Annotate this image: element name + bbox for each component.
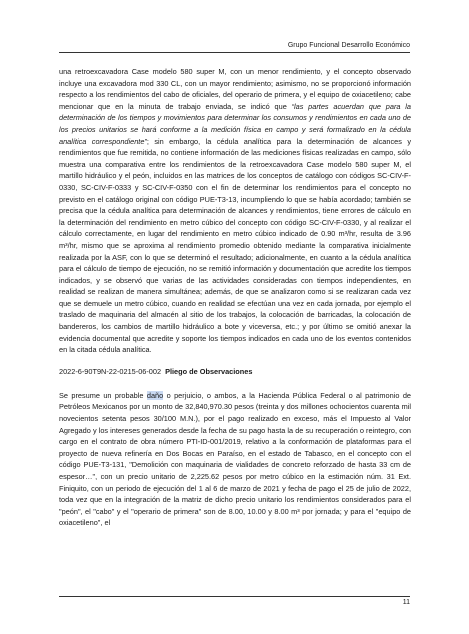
header-title: Grupo Funcional Desarrollo Económico (287, 42, 410, 49)
body-paragraph (59, 66, 411, 356)
page-header (59, 41, 410, 53)
document-body (59, 66, 411, 529)
observation-code: 2022-6-90T9N-22-0215-06-002 (59, 366, 162, 376)
observation-heading (59, 366, 411, 377)
paragraph-text: una retroexcavadora Case modelo 580 super M, con un menor rendimiento, y el concepto observado incluye una excavadora mod 330 CL, con un mayor rendimiento; asimismo, no se proporcionó información respecto a los rendimientos del cabo de oficiales, del operario de primera, y el equipo de oxiacetileno; cabe mencionar que en la minuta de trabajo enviada, se indicó que (59, 67, 411, 111)
observation-paragraph (59, 390, 411, 529)
paragraph-text: Se presume un probable (59, 390, 147, 400)
highlighted-word: daño (146, 390, 164, 400)
page-footer (59, 596, 410, 606)
paragraph-text: ; sin embargo, la cédula analítica para la determinación de alcances y rendimientos que fue remitida, no contiene información de las mediciones físicas realizadas en campo, sólo muestra una comparativa entre los rendimientos de la retroexcavadora Case modelo 580 super M, el martillo hidráulico y el peón, incluidos en las matrices de los conceptos de catálogo con códigos SC-CIV-F-0330, SC-CIV-F-0333 y SC-CIV-F-0350 con el fin de determinar los rendimientos para el concepto no previsto en el catálogo original con código PUE-T3-13, incumpliendo lo que se había acordado; también se precisa que la cédula analítica para determinación de alcances y rendimientos, tiene errores de cálculo en la determinación del rendimiento en metro cúbico del concepto con código SC-CIV-F-0330, y al realizar el cálculo correctamente, en lugar del rendimiento en metro cúbico indicado de 0.90 m³/hr, resulta de 3.96 m³/hr, mismo que se aproxima al rendimiento promedio obtenido mediante la comparativa inicialmente realizada por la ASF, con lo que se determinó el resultado; adicionalmente, en cuanto a la cédula analítica para el cálculo de tiempo de ejecución, no se remitió información y documentación que acredite los tiempos indicados, y se observó que varias de las actividades consideradas con tiempos independientes, en realidad se realizan de manera simultánea; además, de que se analizaron como si se realizaran cada vez que se demuele un metro cúbico, cuando en realidad se efectúan una vez en cada jornada, por ejemplo el traslado de maquinaria del almacén al sitio de los trabajos, la colocación de barricadas, la colocación de bandereros, los cambios de martillo hidráulico a bote y viceversa, etc.; y por último se omitió anexar la evidencia documental que acredite y soporte los tiempos indicados en cada uno de los eventos contenidos en la citada cédula analítica. (59, 136, 411, 355)
page-number: 11 (402, 599, 410, 606)
quoted-agreement: “las partes acuerdan que para la determinación de los tiempos y movimientos para determinar los consumos y rendimientos en cada uno de los precios unitarios se hará conforme a la medición física en campo y será formalizado en la cédula analítica correspondiente” (59, 101, 411, 146)
paragraph-text: o perjuicio, o ambos, a la Hacienda Pública Federal o al patrimonio de Petróleos Mexicanos por un monto de 32,840,970.30 pesos (treinta y dos millones ochocientos cuarenta mil novecientos setenta pesos 30/100 M.N.), por el pago realizado en exceso, más el Impuesto al Valor Agregado y los intereses generados desde la fecha de su pago hasta la de su recuperación o reintegro, con cargo en el contrato de obra número PTI-ID-001/2019, relativo a la conformación de plataformas para el proyecto de nueva refinería en Dos Bocas en Paraíso, en el estado de Tabasco, en el concepto con el código PUE-T3-131, "Demolición con maquinaria de vialidades de concreto reforzado de hasta 33 cm de espesor…", con un precio unitario de 2,225.62 pesos por metro cúbico en la estimación núm. 31 Ext. Finiquito, con un periodo de ejecución del 1 al 6 de marzo de 2021 y fecha de pago el 25 de julio de 2022, toda vez que en la integración de la matriz de dicho precio unitario los rendimientos considerados para el "peón", el "cabo" y el "operario de primera" son de 8.00, 10.00 y 8.00 m³ por jornada; y para el "equipo de oxiacetileno", el (59, 390, 411, 528)
observation-title: Pliego de Observaciones (165, 366, 253, 376)
